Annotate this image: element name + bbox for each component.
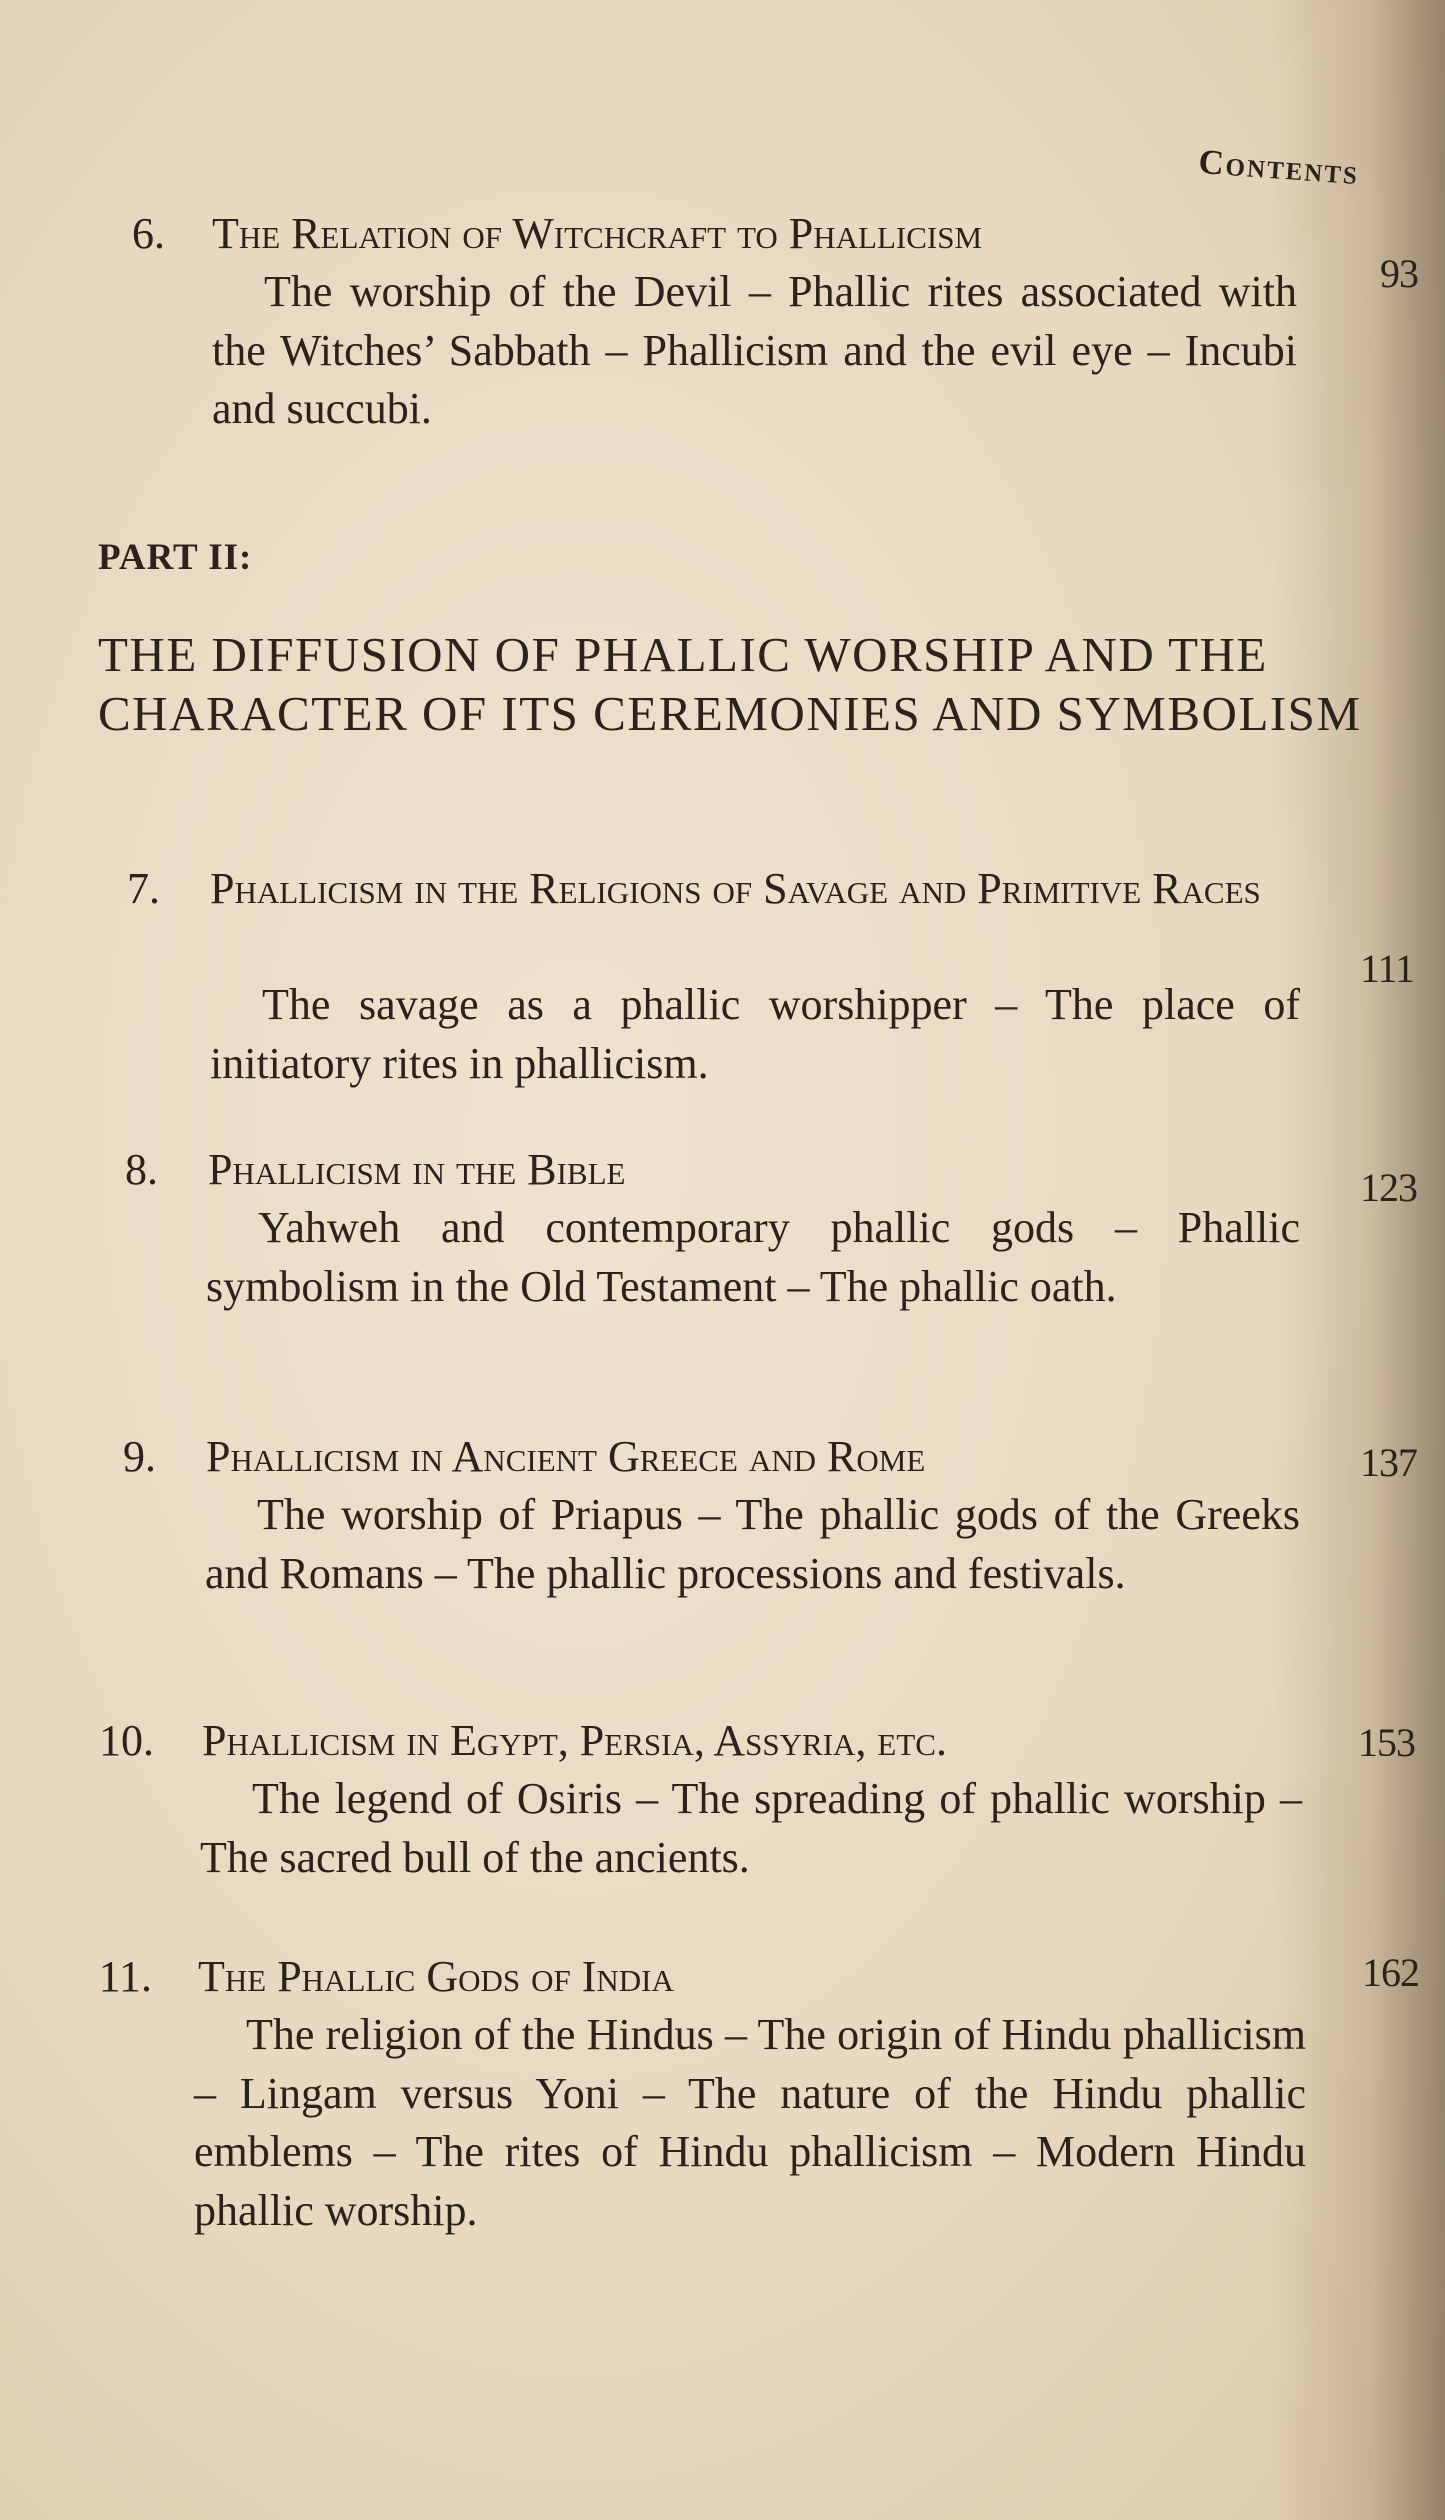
page-number: 137 xyxy=(1360,1440,1417,1485)
chapter-title: The Relation of Witchcraft to Phallicism xyxy=(212,209,983,258)
chapter-number: 6. xyxy=(132,209,165,258)
part-title: THE DIFFUSION OF PHALLIC WORSHIP AND THE CHARACTER OF ITS CEREMONIES AND SYMBOLISM xyxy=(98,627,1362,741)
chapter-title: Phallicism in Ancient Greece and Rome xyxy=(206,1432,926,1481)
page-number: 123 xyxy=(1360,1165,1417,1210)
page-number: 153 xyxy=(1358,1720,1415,1765)
chapter-number: 10. xyxy=(99,1716,154,1765)
chapter-description: The religion of the Hindus – The origin of Hindu phallicism – Lingam versus Yoni – The nature of the Hindu phallic emblems – The rites of Hindu phallicism – Modern Hindu phallic worship. xyxy=(194,2010,1306,2235)
chapter-description: The savage as a phallic worshipper – The place of initiatory rites in phallicism. xyxy=(210,980,1300,1088)
chapter-description: Yahweh and contemporary phallic gods – Phallic symbolism in the Old Testament – The phallic oath. xyxy=(206,1203,1300,1311)
chapter-description: The worship of Priapus – The phallic gods of the Greeks and Romans – The phallic processions and festivals. xyxy=(205,1490,1300,1598)
page-number: 111 xyxy=(1360,946,1415,991)
chapter-title: Phallicism in Egypt, Persia, Assyria, etc. xyxy=(202,1716,947,1765)
chapter-title: Phallicism in the Religions of Savage and Primitive Races xyxy=(210,864,1261,913)
chapter-number: 9. xyxy=(123,1432,156,1481)
chapter-title: The Phallic Gods of India xyxy=(198,1952,674,2001)
part-label: PART II: xyxy=(98,537,253,578)
chapter-title: Phallicism in the Bible xyxy=(208,1145,626,1194)
chapter-number: 11. xyxy=(98,1952,152,2001)
chapter-description: The legend of Osiris – The spreading of phallic worship – The sacred bull of the ancients. xyxy=(200,1774,1302,1882)
page-number: 162 xyxy=(1362,1950,1419,1995)
page-number: 93 xyxy=(1380,251,1418,296)
chapter-number: 8. xyxy=(125,1145,158,1194)
chapter-number: 7. xyxy=(127,864,160,913)
running-head: Contents xyxy=(1197,142,1361,193)
chapter-description: The worship of the Devil – Phallic rites associated with the Witches’ Sabbath – Phallicism and the evil eye – Incubi and succubi. xyxy=(212,267,1297,433)
